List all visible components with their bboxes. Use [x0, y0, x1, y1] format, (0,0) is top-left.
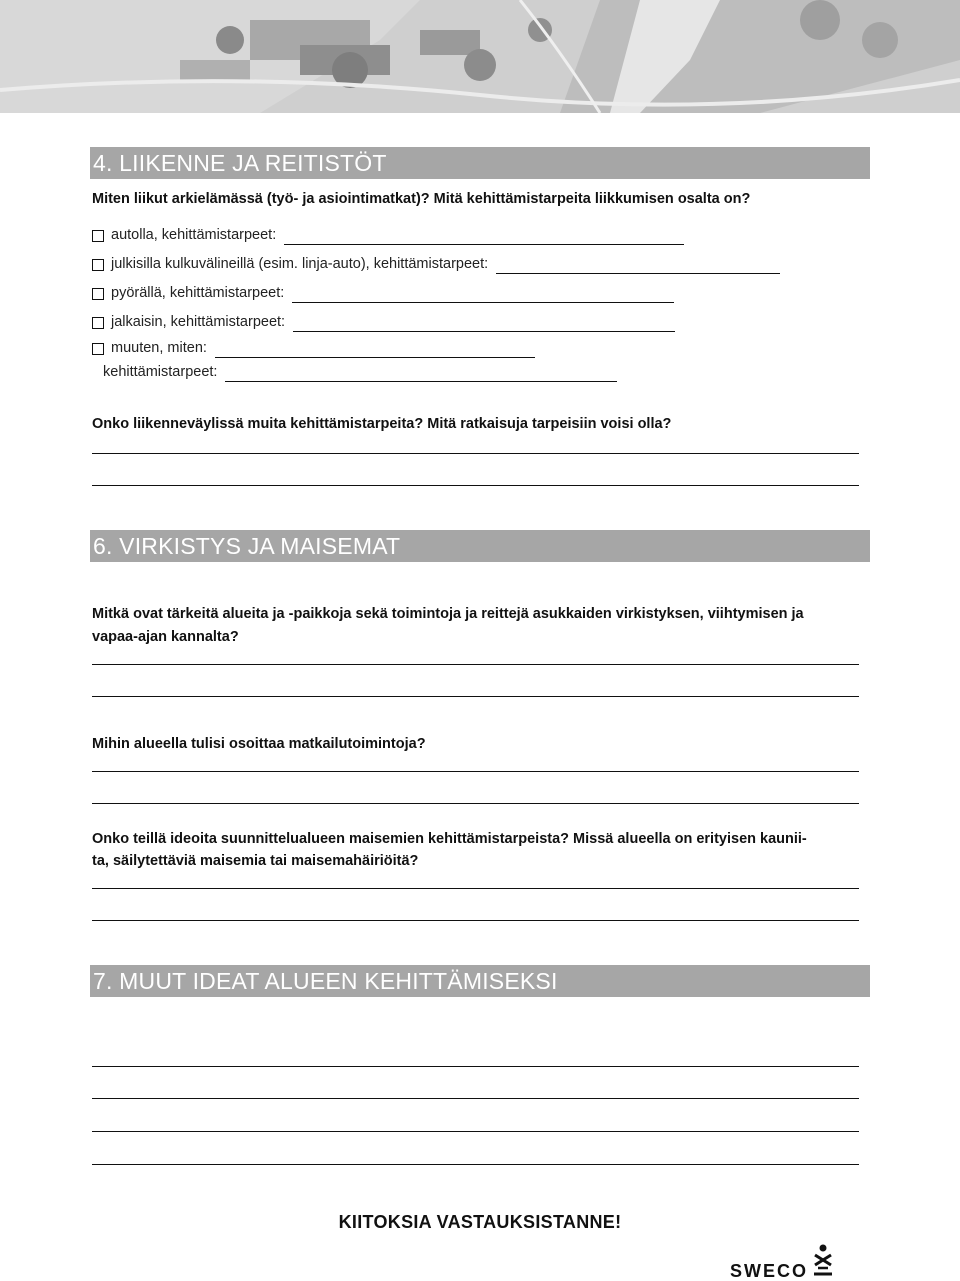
- section-4-question: Miten liikut arkielämässä (työ- ja asiointimatkat)? Mitä kehittämistarpeita liikkumisen osalta on?: [92, 191, 751, 207]
- answer-line[interactable]: [92, 696, 859, 697]
- option-other: [92, 338, 535, 358]
- checkbox-bicycle[interactable]: [92, 288, 104, 300]
- sweco-logo: [730, 1244, 834, 1281]
- section-6-question-1-line-1: Mitkä ovat tärkeitä alueita ja -paikkoja sekä toimintoja ja reittejä asukkaiden virkistyksen, viihtymisen ja: [92, 606, 804, 622]
- aerial-photo-banner: [0, 0, 960, 113]
- answer-line[interactable]: [92, 1131, 859, 1132]
- answer-line-walking[interactable]: [293, 317, 675, 332]
- option-bicycle-label: pyörällä, kehittämistarpeet:: [111, 285, 285, 301]
- option-other-needs: [103, 362, 617, 382]
- answer-line[interactable]: [92, 1098, 859, 1099]
- section-6-question-1-line-2: vapaa-ajan kannalta?: [92, 629, 239, 645]
- answer-line[interactable]: [92, 485, 859, 486]
- thanks-message: KIITOKSIA VASTAUKSISTANNE!: [338, 1212, 622, 1232]
- section-6-question-3-line-1: Onko teillä ideoita suunnittelualueen maisemien kehittämistarpeista? Missä alueella on erityisen kaunii-: [92, 831, 807, 847]
- option-walking: [92, 312, 675, 332]
- answer-line[interactable]: [92, 803, 859, 804]
- answer-line-car[interactable]: [284, 230, 684, 245]
- section-6-question-3-line-2: ta, säilytettäviä maisemia tai maisemahäiriöitä?: [92, 853, 419, 869]
- answer-line[interactable]: [92, 664, 859, 665]
- sweco-logo-text: SWECO: [730, 1261, 809, 1281]
- answer-line[interactable]: [92, 771, 859, 772]
- answer-line[interactable]: [92, 1066, 859, 1067]
- checkbox-other[interactable]: [92, 343, 104, 355]
- option-other-label: muuten, miten:: [111, 340, 207, 356]
- sweco-figure-icon: [812, 1244, 834, 1281]
- checkbox-walking[interactable]: [92, 317, 104, 329]
- section-4-question-2: Onko liikenneväylissä muita kehittämistarpeita? Mitä ratkaisuja tarpeisiin voisi olla?: [92, 416, 672, 432]
- answer-line-other[interactable]: [215, 343, 535, 358]
- checkbox-public-transport[interactable]: [92, 259, 104, 271]
- section-6-title: 6. VIRKISTYS JA MAISEMAT: [90, 530, 870, 562]
- answer-line[interactable]: [92, 453, 859, 454]
- answer-line-public-transport[interactable]: [496, 259, 780, 274]
- section-4-title: 4. LIIKENNE JA REITISTÖT: [90, 147, 870, 179]
- checkbox-car[interactable]: [92, 230, 104, 242]
- answer-line-bicycle[interactable]: [292, 288, 674, 303]
- section-6-question-2: Mihin alueella tulisi osoittaa matkailutoimintoja?: [92, 736, 426, 752]
- answer-line[interactable]: [92, 920, 859, 921]
- answer-line-other-needs[interactable]: [225, 367, 617, 382]
- option-bicycle: [92, 283, 674, 303]
- option-car-label: autolla, kehittämistarpeet:: [111, 227, 277, 243]
- option-public-transport-label: julkisilla kulkuvälineillä (esim. linja-auto), kehittämistarpeet:: [111, 256, 489, 272]
- section-7-title: 7. MUUT IDEAT ALUEEN KEHITTÄMISEKSI: [90, 965, 870, 997]
- option-car: [92, 225, 684, 245]
- option-walking-label: jalkaisin, kehittämistarpeet:: [111, 314, 286, 330]
- answer-line[interactable]: [92, 888, 859, 889]
- option-public-transport: [92, 254, 780, 274]
- option-other-needs-label: kehittämistarpeet:: [103, 364, 218, 380]
- answer-line[interactable]: [92, 1164, 859, 1165]
